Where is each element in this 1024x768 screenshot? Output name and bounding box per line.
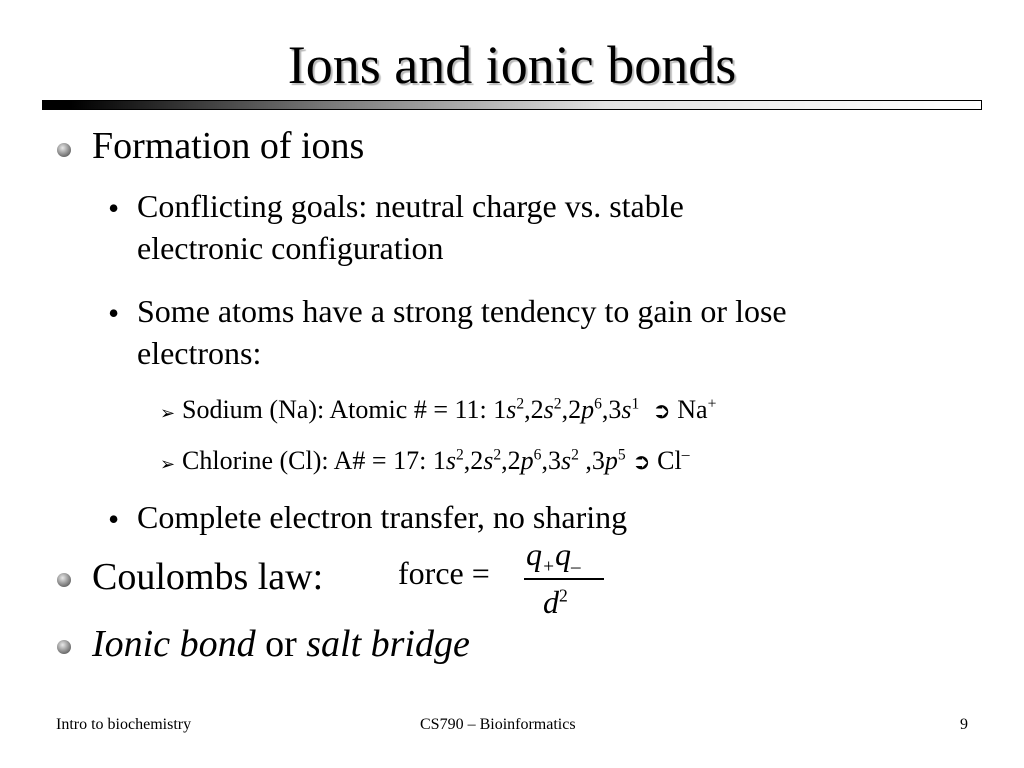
sodium-configuration: Sodium (Na): Atomic # = 11: $1s^2,2s^2,2p^6,3s^1$ ➲ Na+ <box>182 395 717 424</box>
arrow-bullet-icon: ➢ <box>160 454 176 474</box>
chlorine-configuration: Chlorine (Cl): A# = 17: $1s^2,2s^2,2p^6,3s^2$ $,3p^5$ ➲ Cl– <box>182 446 690 475</box>
strong-tendency-line-1: Some atoms have a strong tendency to gain or lose <box>137 293 787 329</box>
strong-tendency-line-2: electrons: <box>137 334 262 371</box>
fraction-bar <box>524 578 604 580</box>
footer-course: Intro to biochemistry <box>56 716 192 733</box>
bullet-ionic-bond: Ionic bond or salt bridge <box>92 623 470 665</box>
formula-lhs: force = <box>398 555 490 591</box>
conflicting-goals-line-2: electronic configuration <box>137 229 444 266</box>
implies-arrow-icon: ➲ <box>652 399 671 424</box>
bullet-strong-tendency <box>137 291 787 374</box>
bullet-electron-transfer: Complete electron transfer, no sharing <box>137 499 628 535</box>
chloride-ion: Cl <box>657 446 682 475</box>
conflicting-goals-line-1: Conflicting goals: neutral charge vs. stable <box>137 188 684 224</box>
sub-bullet-icon: • <box>108 501 120 537</box>
bullet-coulombs-law: Coulombs law: <box>92 556 324 598</box>
page-number: 9 <box>960 716 968 733</box>
title-rule <box>42 100 982 110</box>
formula-denominator: $d^2$ <box>543 584 568 620</box>
sub-bullet-icon: • <box>108 190 120 226</box>
bullet-conflicting-goals <box>137 186 684 269</box>
bullet-icon <box>57 143 71 157</box>
coulomb-formula <box>398 536 628 630</box>
sodium-ion: Na <box>677 395 708 424</box>
sub-bullet-icon: • <box>108 295 120 331</box>
bullet-icon <box>57 640 71 654</box>
salt-bridge-term: salt bridge <box>306 623 470 665</box>
slide-title: Ions and ionic bonds <box>287 35 737 95</box>
arrow-bullet-icon: ➢ <box>160 403 176 423</box>
formula-numerator: $q_+q_-$ <box>526 536 581 578</box>
ionic-bond-term: Ionic bond <box>92 623 256 665</box>
implies-arrow-icon: ➲ <box>632 450 651 475</box>
bullet-icon <box>57 573 71 587</box>
footer-center: CS790 – Bioinformatics <box>420 716 576 733</box>
bullet-formation-of-ions: Formation of ions <box>92 125 365 167</box>
